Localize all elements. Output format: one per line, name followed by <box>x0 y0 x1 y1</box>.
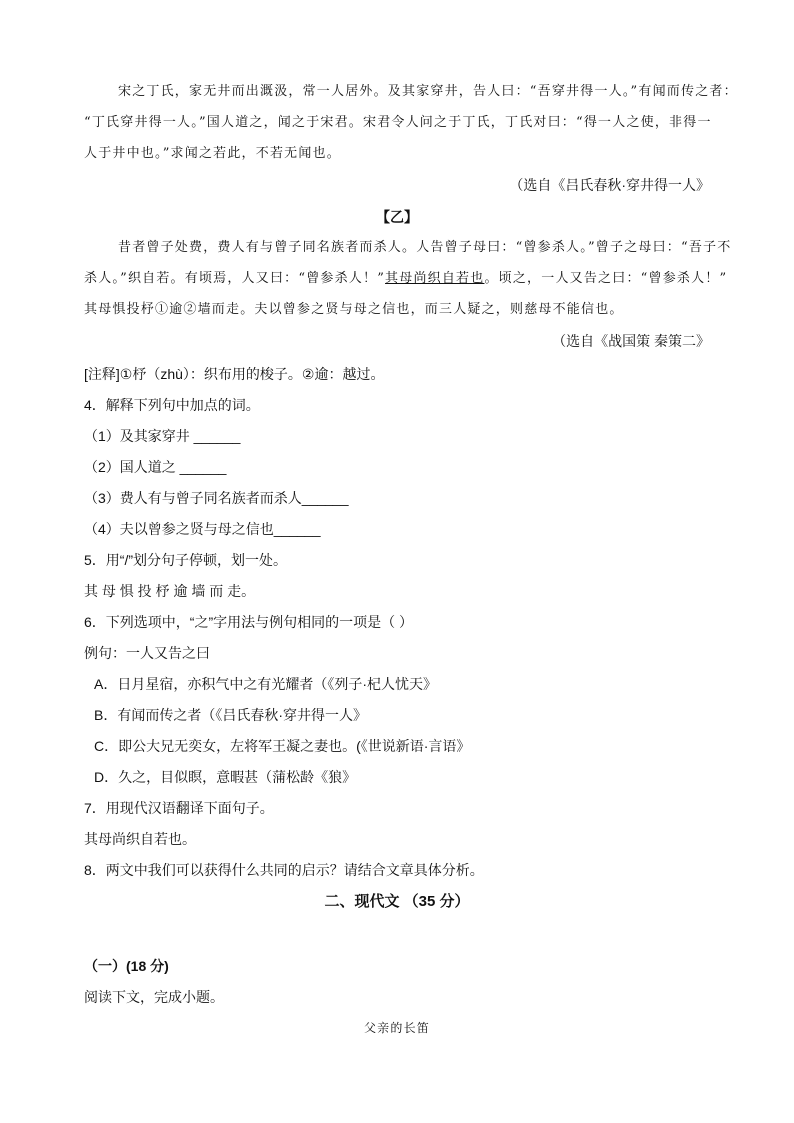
question-6-option-d: D．久之，目似瞑，意暇甚（蒲松龄《狼》 <box>94 769 357 785</box>
question-8-stem: 8．两文中我们可以获得什么共同的启示？请结合文章具体分析。 <box>84 862 484 878</box>
question-4-item-4: （4）夫以曾参之贤与母之信也______ <box>84 521 321 537</box>
question-6-option-a: A．日月星宿，亦积气中之有光耀者（《列子·杞人忧天》 <box>94 676 437 692</box>
article-title: 父亲的长笛 <box>363 1021 430 1035</box>
section-2-title: 二、现代文 （35 分） <box>324 893 470 910</box>
annotation-note: [注释]①杼（zhù）：织布用的梭子。②逾：越过。 <box>84 366 385 382</box>
question-6-example: 例句：一人又告之曰 <box>84 645 210 661</box>
question-5-sentence: 其 母 惧 投 杼 逾 墙 而 走。 <box>84 583 256 599</box>
question-4-stem: 4．解释下列句中加点的词。 <box>84 397 260 413</box>
passage-yi-underlined-sentence: 其母尚织自若也 <box>385 271 485 286</box>
question-6-stem: 6．下列选项中，“之”字用法与例句相同的一项是（ ） <box>84 614 413 630</box>
question-4-item-2: （2）国人道之 ______ <box>84 459 227 475</box>
passage-yi-line-2-start: 杀人。”织自若。有顷焉，人又曰：“曾参杀人！” <box>84 271 386 286</box>
passage-yi-heading: 【乙】 <box>376 209 418 225</box>
passage-jia-line-3: 人于井中也。”求闻之若此，不若无闻也。 <box>84 146 341 161</box>
question-4-item-1: （1）及其家穿井 ______ <box>84 428 241 444</box>
section-2-subsection: （一）(18 分) <box>84 958 169 974</box>
passage-jia-line-1: 宋之丁氏，家无井而出溉汲，常一人居外。及其家穿井，告人曰：“吾穿井得一人。”有闻而传之者： <box>118 84 738 99</box>
section-2-instruction: 阅读下文，完成小题。 <box>84 989 224 1005</box>
passage-jia-source: （选自《吕氏春秋·穿井得一人》 <box>509 177 710 193</box>
passage-yi-source: （选自《战国策 秦策二》 <box>552 333 710 349</box>
passage-yi-line-3: 其母惧投杼①逾②墙而走。夫以曾参之贤与母之信也，而三人疑之，则慈母不能信也。 <box>84 302 624 317</box>
passage-yi-line-2 <box>84 269 727 289</box>
question-4-item-3: （3）费人有与曾子同名族者而杀人______ <box>84 490 349 506</box>
question-6-option-b: B．有闻而传之者（《吕氏春秋·穿井得一人》 <box>94 707 367 723</box>
question-7-stem: 7．用现代汉语翻译下面句子。 <box>84 800 274 816</box>
question-7-sentence: 其母尚织自若也。 <box>84 831 196 847</box>
passage-yi-line-2-end: 。顷之，一人又告之曰：“曾参杀人！” <box>484 271 728 286</box>
passage-yi-line-1: 昔者曾子处费，费人有与曾子同名族者而杀人。人告曾子母曰：“曾参杀人。”曾子之母曰：“吾子不 <box>118 240 732 255</box>
question-5-stem: 5．用“/”划分句子停顿，划一处。 <box>84 552 287 568</box>
question-6-option-c: C．即公大兄无奕女，左将军王凝之妻也。(《世说新语·言语》 <box>94 738 471 754</box>
passage-jia-line-2: “丁氏穿井得一人。”国人道之，闻之于宋君。宋君令人问之于丁氏，丁氏对曰：“得一人之使，非得一 <box>84 115 712 130</box>
